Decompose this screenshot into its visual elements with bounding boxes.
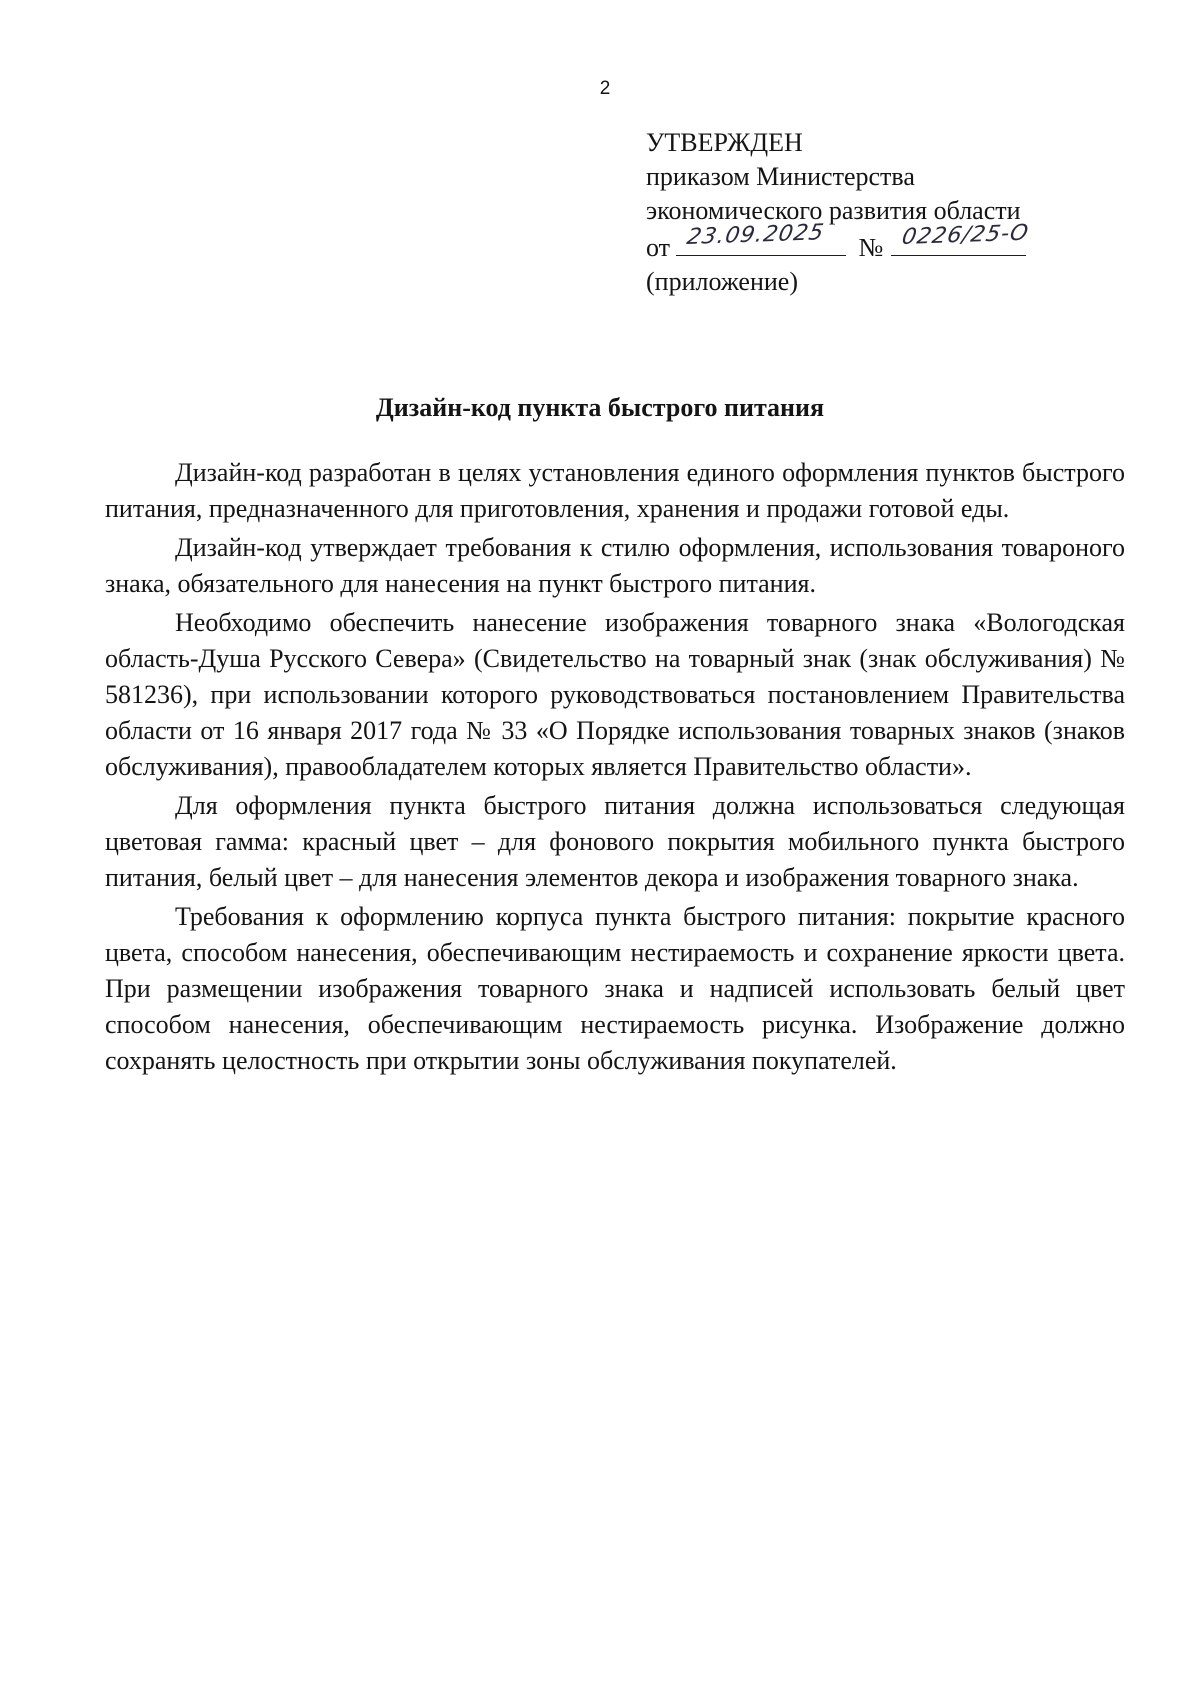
paragraph: Дизайн-код разработан в целях установления единого оформления пунктов быстрого питания, предназначенного для приготовления, хранения и продажи готовой еды.	[105, 458, 1125, 523]
from-label: от	[646, 233, 671, 262]
document-title: Дизайн-код пункта быстрого питания	[375, 393, 825, 422]
approval-heading: УТВЕРЖДЕН	[646, 128, 803, 157]
handwritten-date: 23.09.2025	[684, 220, 827, 251]
page-number: 2	[599, 78, 611, 99]
approval-block	[646, 126, 1146, 299]
number-label: №	[858, 233, 884, 262]
paragraph: Для оформления пункта быстрого питания должна использоваться следующая цветовая гамма: красный цвет – для фонового покрытия мобильного пункта быстрого питания, белый цвет – для нанесения элементов декора и изображения товарного знака.	[105, 791, 1125, 892]
approval-order-line: приказом Министерства	[646, 162, 915, 191]
date-field	[676, 220, 846, 256]
paragraph: Дизайн-код утверждает требования к стилю оформления, использования товароного знака, обязательного для нанесения на пункт быстрого питания.	[105, 533, 1125, 598]
handwritten-number: 0226/25-О	[900, 220, 1032, 251]
document-body	[105, 455, 1125, 1079]
paragraph: Необходимо обеспечить нанесение изображения товарного знака «Вологодская область-Душа Русского Севера» (Свидетельство на товарный знак (знак обслуживания) № 581236), при использовании которого руководствоваться постановлением Правительства области от 16 января 2017 года № 33 «О Порядке использования товарных знаков (знаков обслуживания), правообладателем которых является Правительство области».	[105, 608, 1125, 781]
approval-ministry-line: экономического развития области	[646, 196, 1021, 225]
paragraph: Требования к оформлению корпуса пункта быстрого питания: покрытие красного цвета, способом нанесения, обеспечивающим нестираемость и сохранение яркости цвета. При размещении изображения товарного знака и надписей использовать белый цвет способом нанесения, обеспечивающим нестираемость рисунка. Изображение должно сохранять целостность при открытии зоны обслуживания покупателей.	[105, 902, 1125, 1075]
approval-date-number-line	[646, 220, 1146, 265]
approval-appendix: (приложение)	[646, 267, 799, 296]
number-field	[891, 220, 1032, 256]
